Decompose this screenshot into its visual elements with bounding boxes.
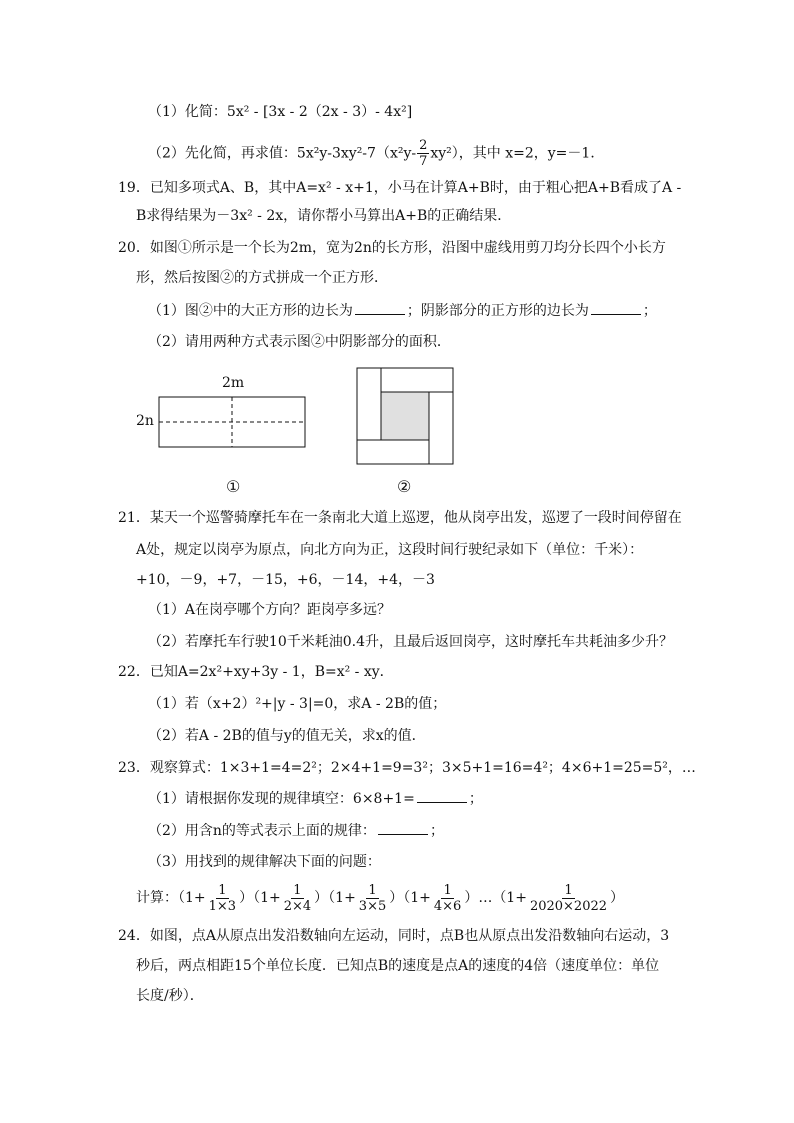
q19-line2: B求得结果为－3x² - 2x，请你帮小马算出A+B的正确结果． (136, 208, 512, 224)
q23-part1: （1）请根据你发现的规律填空：6×8+1= ； (148, 788, 483, 809)
answer-blank[interactable] (591, 300, 641, 315)
fraction-term: $\frac{1}{3\times 5}$ (358, 882, 387, 914)
q21-part1: （1）A在岗亭哪个方向？距岗亭多远？ (148, 602, 392, 618)
fig1-caption: ① (226, 477, 241, 496)
q22-part1: （1）若（x+2）²+|y - 3|=0，求A - 2B的值； (148, 696, 447, 712)
q21-records: +10，－9，+7，－15，+6，－14，+4，－3 (136, 572, 435, 588)
q20-line1: 20．如图①所示是一个长为2m，宽为2n的长方形，沿图中虚线用剪刀均分长四个小长方 (118, 240, 666, 256)
q21-line2: A处，规定以岗亭为原点，向北方向为正，这段时间行驶纪录如下（单位：千米）： (136, 542, 644, 558)
fig1-top-label: 2m (222, 375, 245, 391)
answer-blank[interactable] (417, 788, 467, 803)
q22-part2: （2）若A - 2B的值与y的值无关，求x的值． (148, 728, 426, 744)
q21-part2: （2）若摩托车行驶10千米耗油0.4升，且最后返回岗亭，这时摩托车共耗油多少升？ (148, 634, 673, 650)
q23-part3: （3）用找到的规律解决下面的问题： (148, 854, 381, 870)
q18-part1: （1）化简：5x² - [3x - 2（2x - 3）- 4x²] (148, 104, 413, 120)
fraction-2-7: $\frac{2}{7}$ (419, 138, 428, 169)
q20-line2: 形，然后按图②的方式拼成一个正方形． (136, 270, 388, 286)
q22-line1: 22．已知A=2x²+xy+3y - 1，B=x² - xy． (118, 664, 394, 680)
q24-line2: 秒后，两点相距15个单位长度．已知点B的速度是点A的速度的4倍（速度单位：单位 (136, 958, 660, 974)
fraction-term: $\frac{1}{1\times 3}$ (208, 882, 237, 914)
q18-part2: （2）先化简，再求值：5x²y-3xy²-7（x²y- $\frac{2}{7}$ xy²），其中 x=2，y=－1． (148, 138, 605, 169)
fraction-term: $\frac{1}{4\times 6}$ (433, 882, 462, 914)
q18-part2-expression: 5x²y-3xy²-7（x²y- (296, 145, 417, 162)
answer-blank[interactable] (355, 300, 405, 315)
q24-line1: 24．如图，点A从原点出发沿数轴向左运动，同时，点B也从原点出发沿数轴向右运动，3 (118, 928, 670, 944)
q20-part1: （1）图②中的大正方形的边长为 ；阴影部分的正方形的边长为 ； (148, 300, 657, 321)
fraction-term: $\frac{1}{2\times 4}$ (283, 882, 312, 914)
q20-part2: （2）请用两种方式表示图②中阴影部分的面积． (148, 334, 451, 350)
fig1-side-label: 2n (136, 413, 154, 429)
fig2-caption: ② (397, 477, 412, 496)
answer-blank[interactable] (378, 820, 428, 835)
q23-part2: （2）用含n的等式表示上面的规律： ； (148, 820, 444, 841)
q23-line1: 23．观察算式：1×3+1=4=2²；2×4+1=9=3²；3×5+1=16=4²；4×6+1=25=5²，… (118, 760, 696, 776)
figure-2-square (356, 367, 454, 465)
q18-part1-expression: 5x² - [3x - 2（2x - 3）- 4x²] (226, 104, 413, 120)
q24-line3: 长度/秒）． (136, 988, 204, 1004)
q19-line1: 19．已知多项式A、B，其中A=x² - x+1，小马在计算A+B时，由于粗心把A+B看成了A - (118, 180, 682, 196)
q21-line1: 21．某天一个巡警骑摩托车在一条南北大道上巡逻，他从岗亭出发，巡逻了一段时间停留在 (118, 510, 682, 526)
fraction-term: $\frac{1}{2020\times 2022}$ (529, 882, 608, 914)
figure-1-rectangle (158, 396, 306, 448)
shaded-square (381, 392, 429, 440)
q23-calculation: 计算：（1+ $\frac{1}{1\times 3}$ ）（1+ $\frac{1}{2\times 4}$ ）（1+ $\frac{1}{3\times 5}$ ）（1+ $\frac{1}{4\times 6}$ ）…（1+ $\frac{1}{2020\times 2022}$ ） (136, 882, 625, 914)
